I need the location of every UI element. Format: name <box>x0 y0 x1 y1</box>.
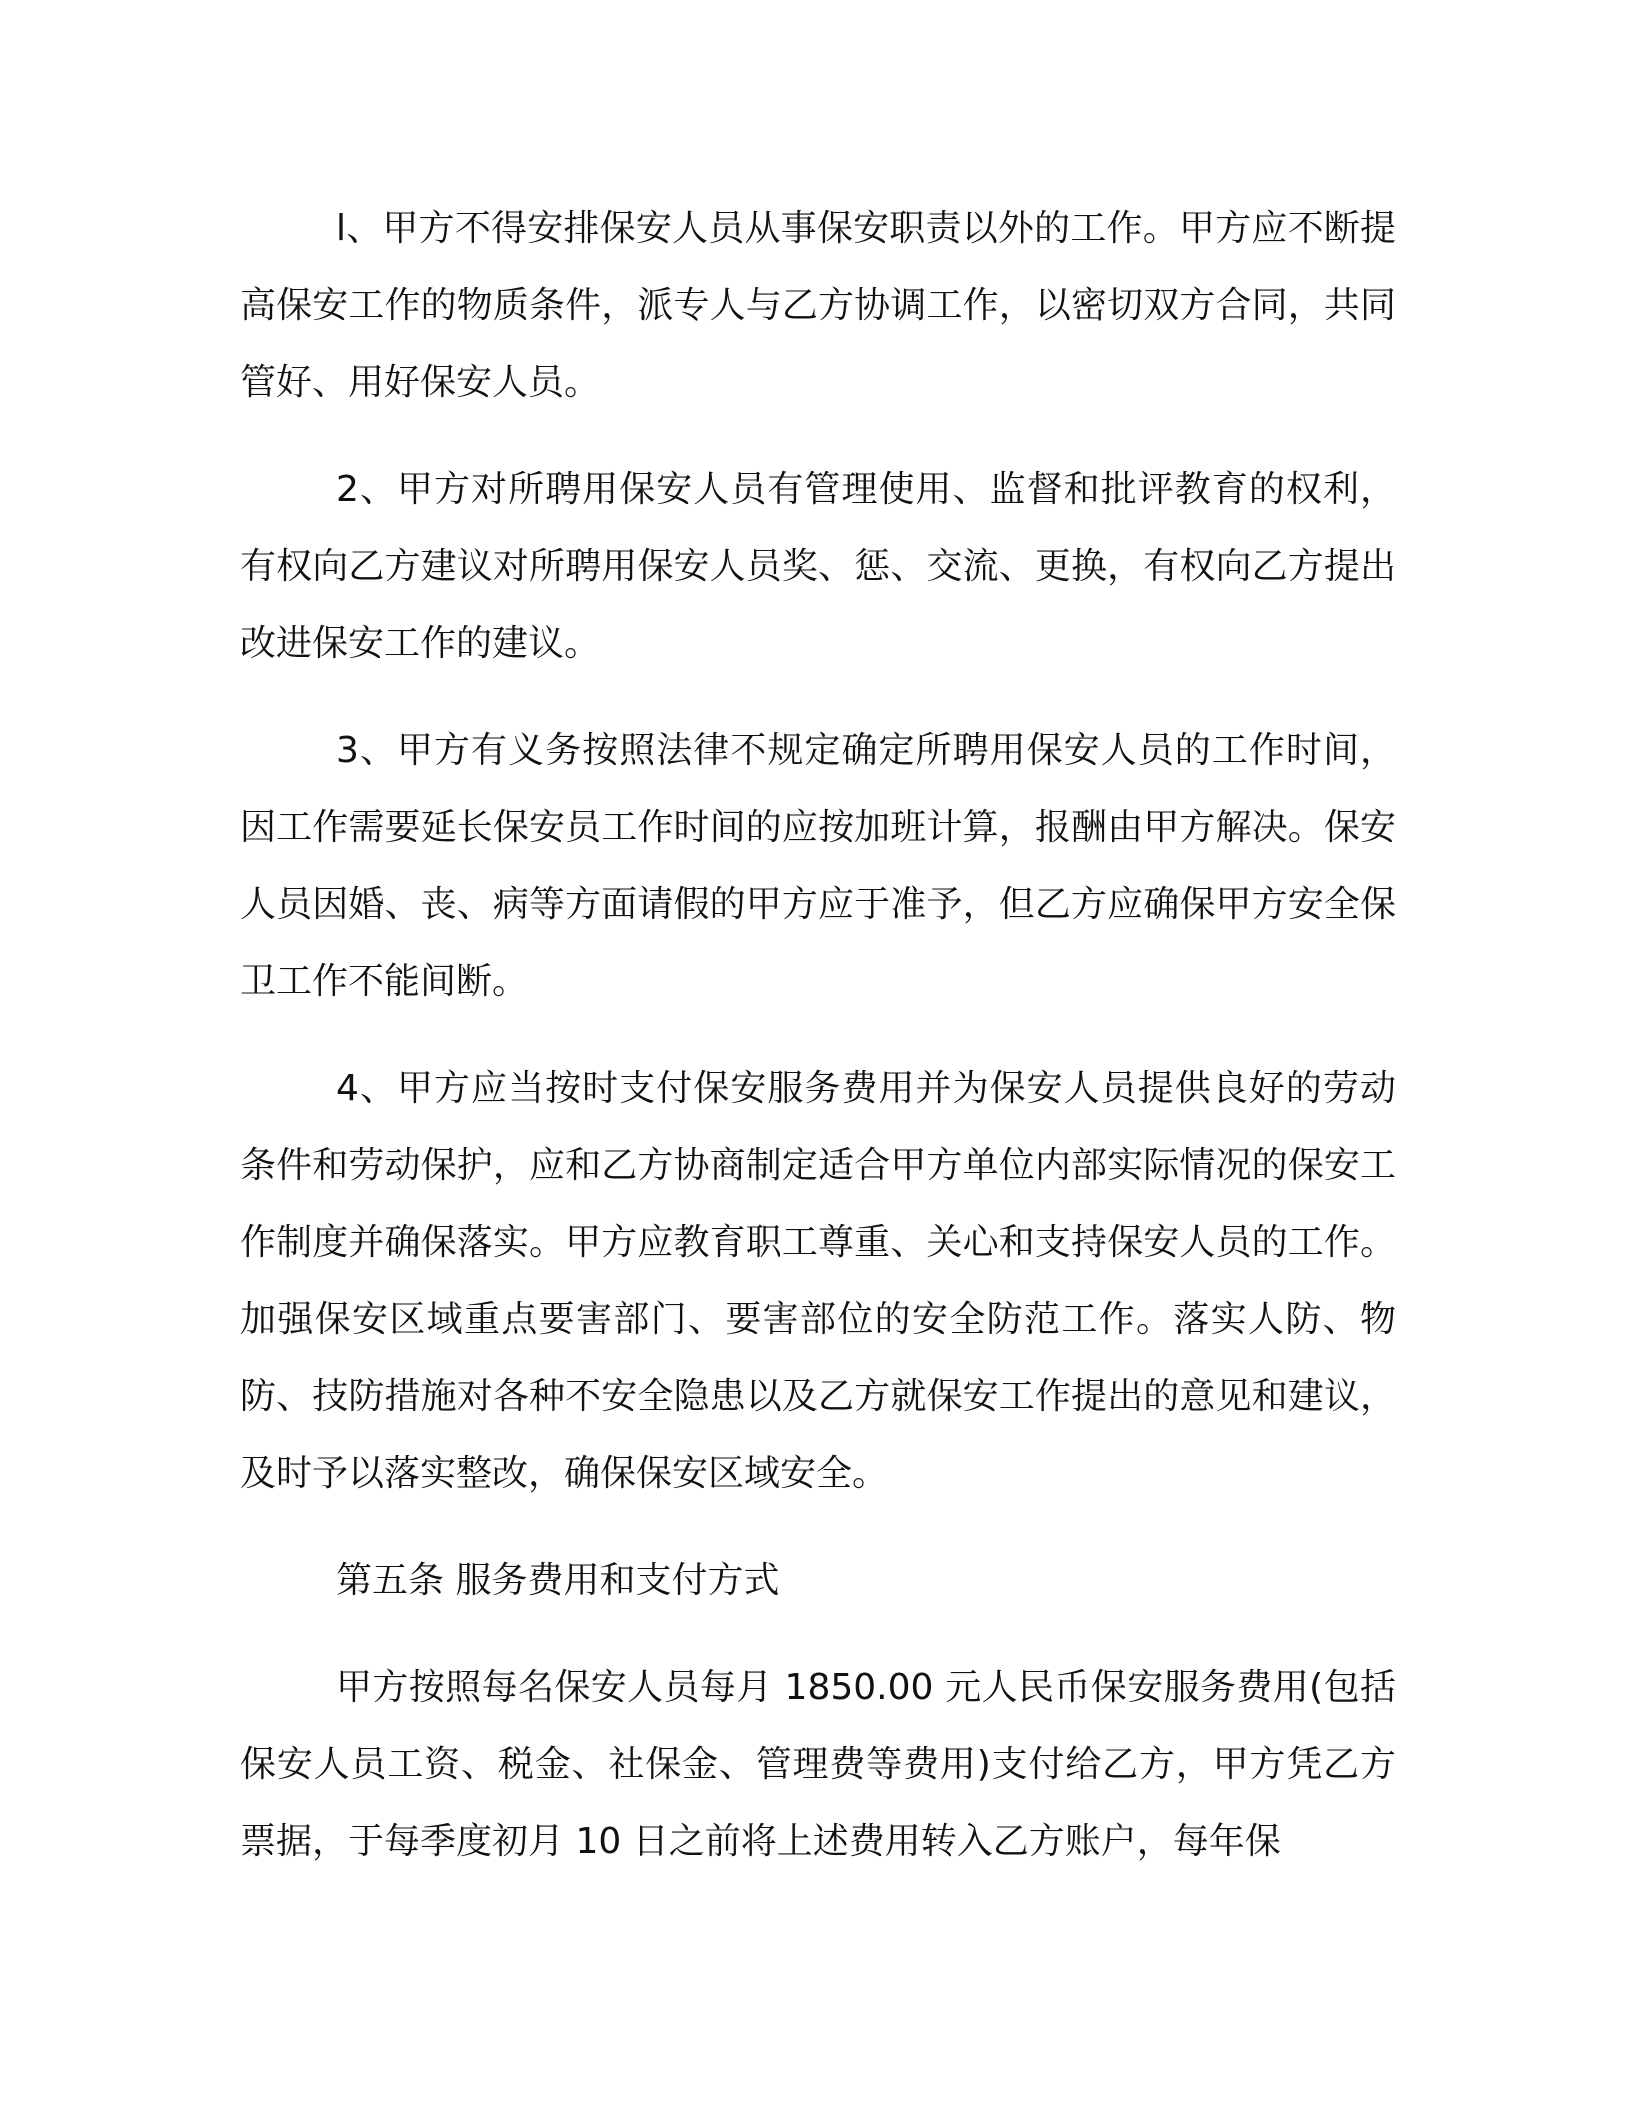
clause-2-paragraph: 2、甲方对所聘用保安人员有管理使用、监督和批评教育的权利，有权向乙方建议对所聘用保安人员奖、惩、交流、更换，有权向乙方提出改进保安工作的建议。 <box>240 469 1396 664</box>
clause-1-paragraph: l、甲方不得安排保安人员从事保安职责以外的工作。甲方应不断提高保安工作的物质条件，派专人与乙方协调工作，以密切双方合同，共同管好、用好保安人员。 <box>240 208 1396 403</box>
document-body <box>240 190 1396 1910</box>
article-5-heading: 第五条 服务费用和支付方式 <box>336 1560 780 1601</box>
clause-3-paragraph: 3、甲方有义务按照法律不规定确定所聘用保安人员的工作时间，因工作需要延长保安员工作时间的应按加班计算，报酬由甲方解决。保安人员因婚、丧、病等方面请假的甲方应于准予，但乙方应确保甲方安全保卫工作不能间断。 <box>240 730 1396 1002</box>
clause-4-paragraph: 4、甲方应当按时支付保安服务费用并为保安人员提供良好的劳动条件和劳动保护，应和乙方协商制定适合甲方单位内部实际情况的保安工作制度并确保落实。甲方应教育职工尊重、关心和支持保安人员的工作。加强保安区域重点要害部门、要害部位的安全防范工作。落实人防、物防、技防措施对各种不安全隐患以及乙方就保安工作提出的意见和建议，及时予以落实整改，确保保安区域安全。 <box>240 1068 1396 1494</box>
fee-payment-paragraph: 甲方按照每名保安人员每月 1850.00 元人民币保安服务费用(包括保安人员工资、税金、社保金、管理费等费用)支付给乙方，甲方凭乙方票据，于每季度初月 10 日之前将上述费用转入乙方账户，每年保 <box>240 1667 1396 1862</box>
